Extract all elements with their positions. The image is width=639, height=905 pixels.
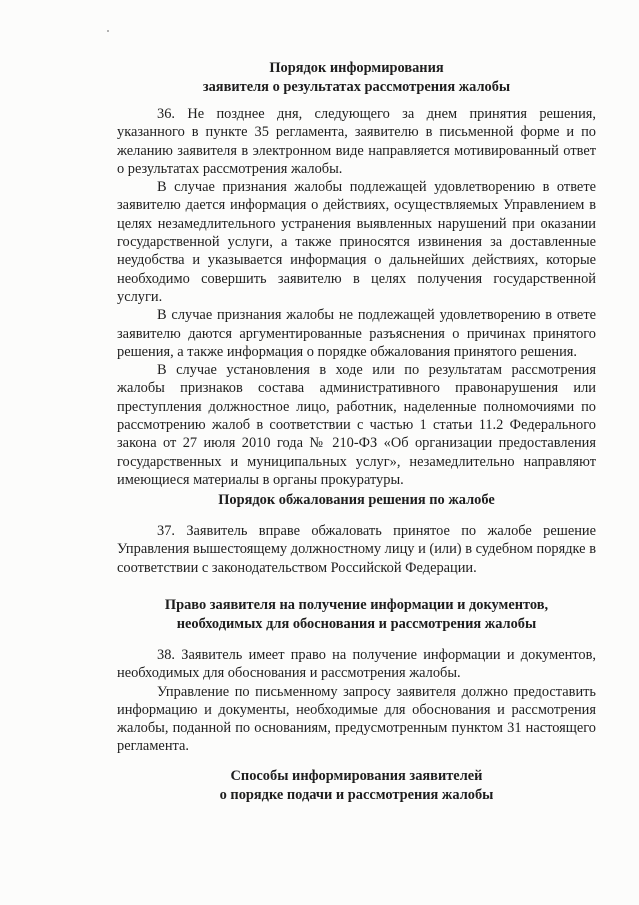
heading-line: Право заявителя на получение информации и документов, [164,597,549,613]
scan-speck [107,30,109,32]
heading-line: о порядке подачи и рассмотрения жалобы [219,786,494,803]
paragraph-37: 37. Заявитель вправе обжаловать принятое по жалобе решение Управления вышестоящему должностному лицу и (или) в судебном порядке в соответствии с законодательством Российской Федерации. [117,523,596,576]
heading-line: Порядок информирования [269,60,444,76]
heading-line: Способы информирования заявителей [230,768,483,784]
section-body-right-to-info [117,646,596,756]
section-heading-ways-of-informing [117,767,596,804]
heading-line: Порядок обжалования решения по жалобе [218,492,495,508]
section-body-informing [117,105,596,489]
section-heading-appeal [117,491,596,510]
heading-line: необходимых для обоснования и рассмотрения жалобы [176,615,537,632]
section-heading-informing [117,59,596,96]
section-body-appeal [117,522,596,577]
paragraph-written-request: Управление по письменному запросу заявителя должно предоставить информацию и документы, необходимые для обоснования и рассмотрения жалобы, поданной по основаниям, предусмотренным пунктом 31 настоящего регламента. [117,683,596,755]
paragraph-38: 38. Заявитель имеет право на получение информации и документов, необходимых для обоснования и рассмотрения жалобы. [117,647,596,682]
paragraph-prosecution: В случае установления в ходе или по результатам рассмотрения жалобы признаков состава административного правонарушения или преступления должностное лицо, работник, наделенные полномочиями по рассмотрению жалоб в соответствии с частью 1 статьи 11.2 Федерального закона от 27 июля 2010 года № 210-ФЗ «Об организации предоставления государственных и муниципальных услуг», незамедлительно направляют имеющиеся материалы в органы прокуратуры. [117,362,596,488]
paragraph-36: 36. Не позднее дня, следующего за днем принятия решения, указанного в пункте 35 регламента, заявителю в письменной форме и по желанию заявителя в электронном виде направляется мотивированный ответ о результатах рассмотрения жалобы. [117,106,596,177]
paragraph-not-satisfied: В случае признания жалобы не подлежащей удовлетворению в ответе заявителю даются аргументированные разъяснения о причинах принятого решения, а также информация о порядке обжалования принятого решения. [117,307,596,360]
paragraph-satisfied: В случае признания жалобы подлежащей удовлетворению в ответе заявителю дается информация о действиях, осуществляемых Управлением в целях незамедлительного устранения выявленных нарушений при оказании государственной услуги, а также приносятся извинения за доставленные неудобства и указывается информация о дальнейших действиях, которые необходимо совершить заявителю в целях получения государственной услуги. [117,179,596,305]
section-heading-right-to-info [117,596,596,633]
heading-line: заявителя о результатах рассмотрения жалобы [202,78,511,95]
